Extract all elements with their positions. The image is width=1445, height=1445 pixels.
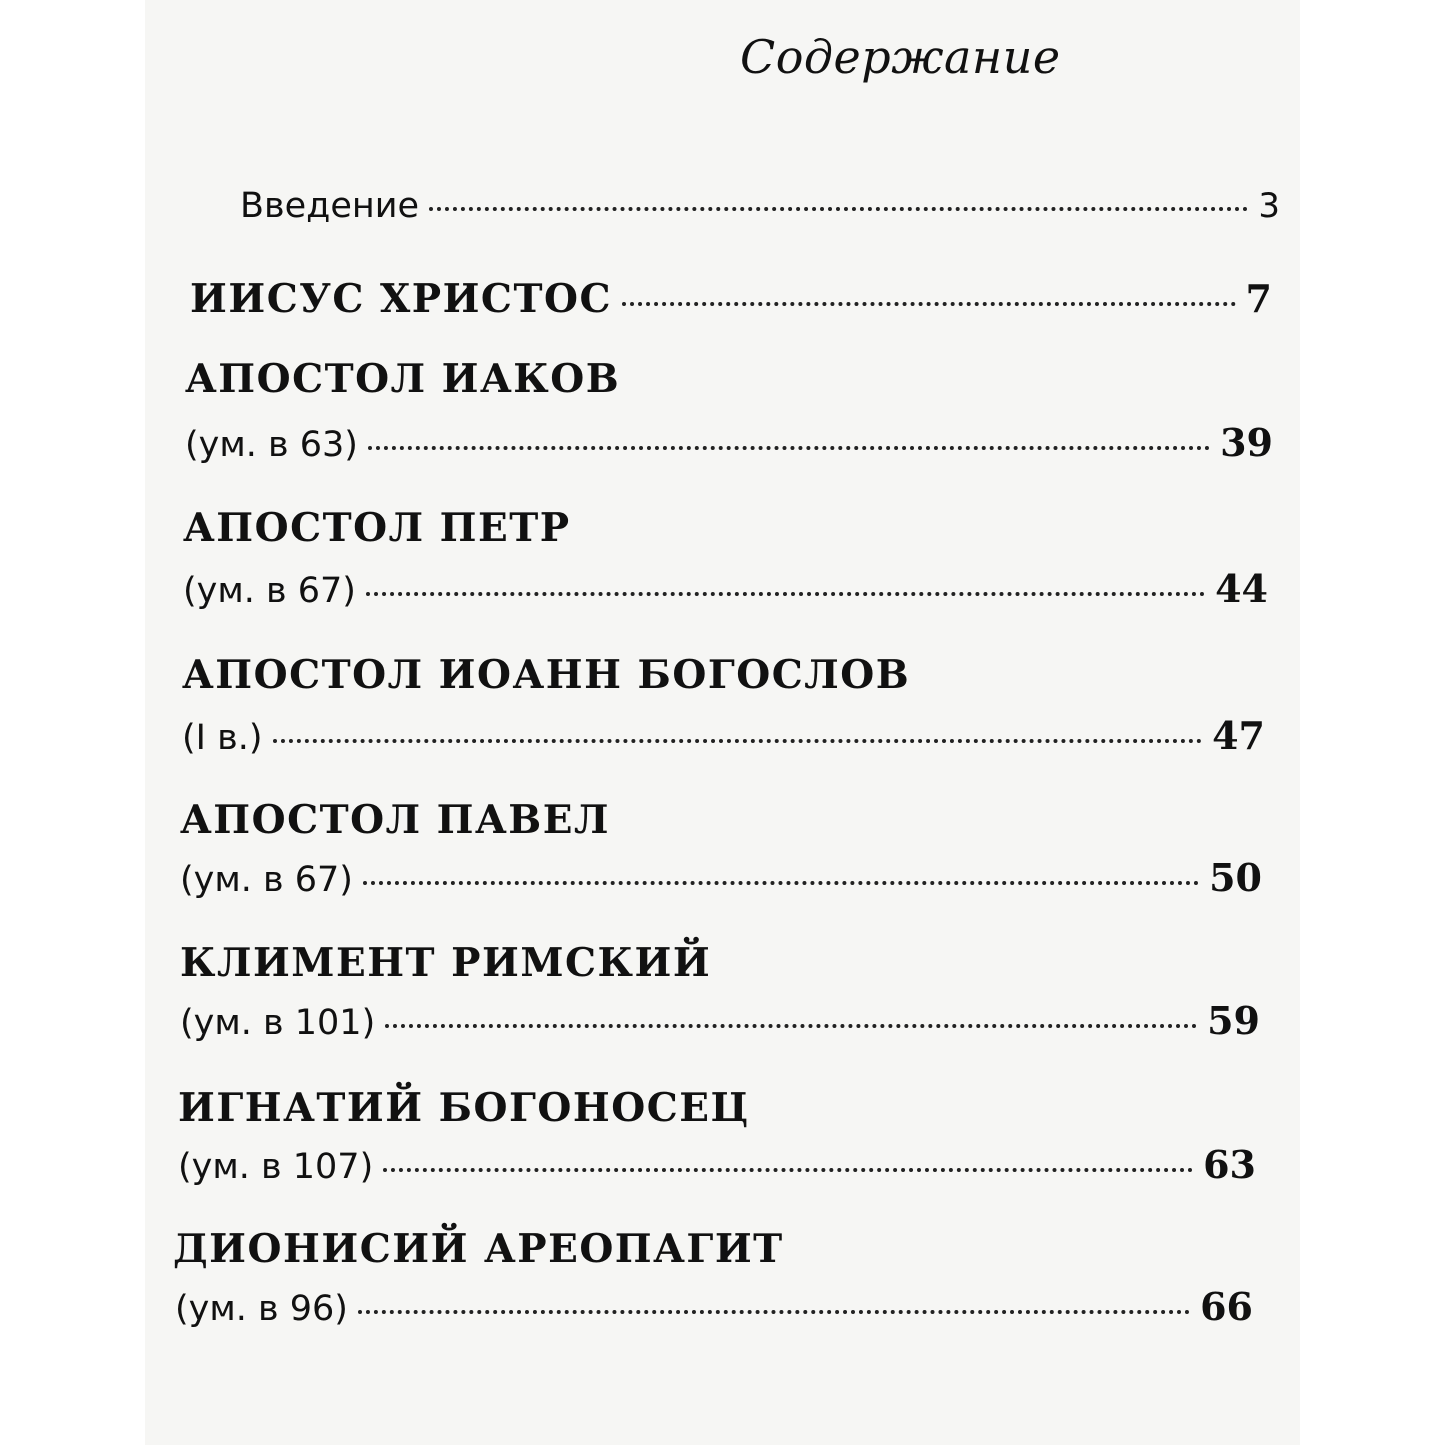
toc-row <box>175 1284 1253 1329</box>
toc-page-number: 66 <box>1200 1284 1253 1329</box>
toc-page-number: 63 <box>1203 1142 1256 1187</box>
toc-heading: КЛИМЕНТ РИМСКИЙ <box>180 940 712 986</box>
toc-label: (ум. в 67) <box>180 860 353 900</box>
book-page <box>145 0 1300 1445</box>
dot-leader <box>622 302 1236 306</box>
dot-leader <box>273 739 1203 743</box>
dot-leader <box>383 1168 1193 1172</box>
toc-label: Введение <box>240 186 420 226</box>
dot-leader <box>429 207 1248 211</box>
toc-label: (ум. в 96) <box>175 1289 348 1329</box>
dot-leader <box>358 1310 1190 1314</box>
toc-page-number: 39 <box>1220 420 1273 465</box>
toc-label: (ум. в 107) <box>178 1147 374 1187</box>
toc-page-number: 59 <box>1207 998 1260 1043</box>
dot-leader <box>366 592 1205 596</box>
toc-page-number: 7 <box>1245 276 1272 321</box>
toc-label: (ум. в 67) <box>183 571 356 611</box>
toc-heading: АПОСТОЛ ИОАНН БОГОСЛОВ <box>182 652 911 698</box>
toc-label: ИИСУС ХРИСТОС <box>190 276 613 322</box>
toc-row-jesus-christ <box>190 276 1272 322</box>
toc-row-introduction <box>240 186 1280 226</box>
dot-leader <box>363 881 1199 885</box>
toc-row <box>178 1142 1256 1187</box>
toc-row <box>180 855 1262 900</box>
toc-page-number: 47 <box>1212 713 1265 758</box>
toc-label: (ум. в 101) <box>180 1003 376 1043</box>
dot-leader <box>385 1024 1197 1028</box>
toc-page-number: 44 <box>1215 566 1268 611</box>
toc-heading: ИГНАТИЙ БОГОНОСЕЦ <box>178 1085 750 1131</box>
dot-leader <box>368 446 1210 450</box>
toc-label: (I в.) <box>182 718 263 758</box>
toc-heading: АПОСТОЛ ИАКОВ <box>185 356 621 402</box>
toc-page-number: 3 <box>1258 186 1280 226</box>
toc-row <box>183 566 1268 611</box>
toc-heading: АПОСТОЛ ПЕТР <box>183 505 571 551</box>
page-title: Содержание <box>740 30 1061 84</box>
toc-label: (ум. в 63) <box>185 425 358 465</box>
toc-row <box>180 998 1260 1043</box>
toc-page-number: 50 <box>1209 855 1262 900</box>
toc-heading: АПОСТОЛ ПАВЕЛ <box>180 797 610 843</box>
toc-row <box>185 420 1273 465</box>
toc-row <box>182 713 1265 758</box>
toc-heading: ДИОНИСИЙ АРЕОПАГИТ <box>173 1226 784 1272</box>
